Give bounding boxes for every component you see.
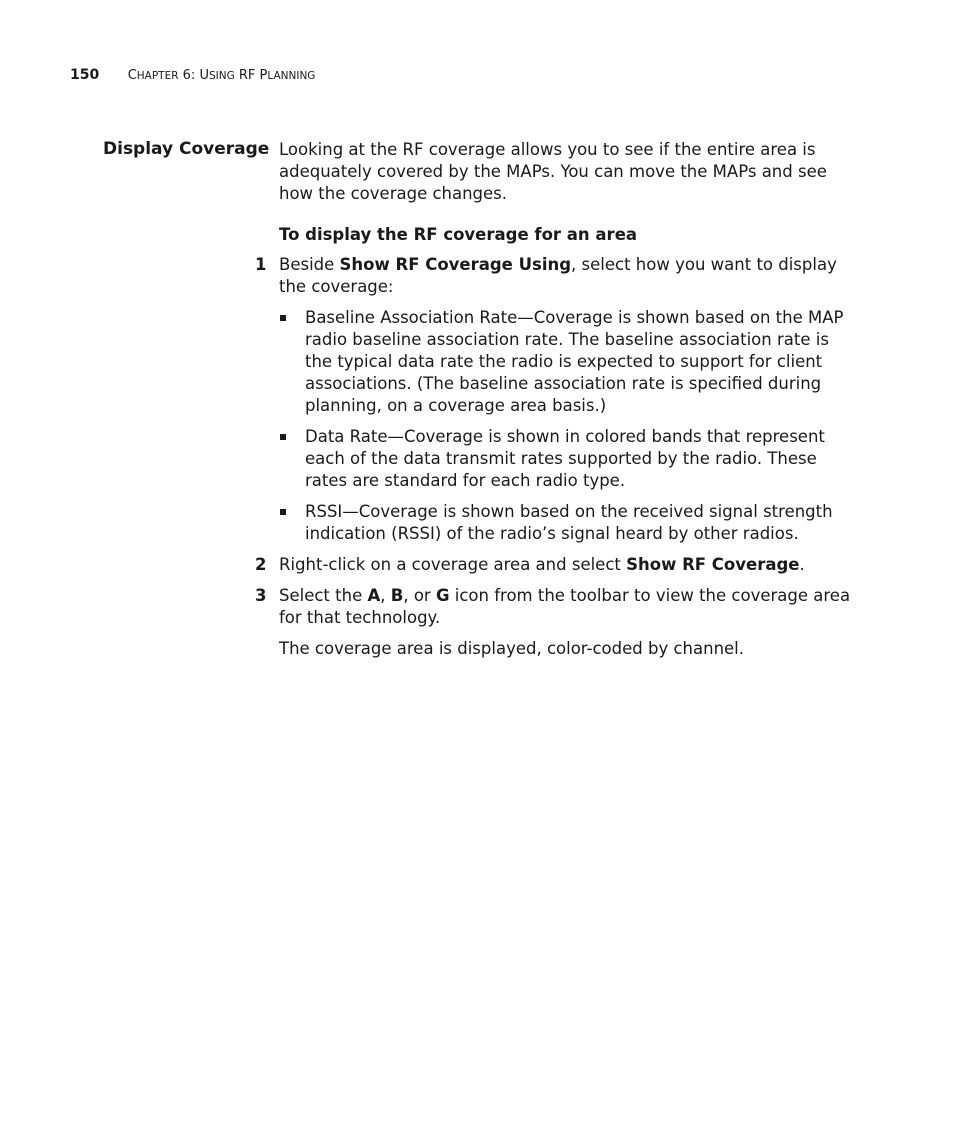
step-2: [255, 554, 861, 576]
step-number: 3: [255, 586, 267, 605]
section-heading: Display Coverage: [103, 139, 270, 159]
list-item: Data Rate—Coverage is shown in colored bands that represent each of the data transmit rates supported by the radio. These rates are standard for each radio type.: [279, 426, 861, 492]
running-header: [70, 67, 315, 83]
step-text: Beside Show RF Coverage Using, select how you want to display the coverage:: [279, 255, 837, 296]
list-item: Baseline Association Rate—Coverage is shown based on the MAP radio baseline association rate. The baseline association rate is the typical data rate the radio is expected to support for client associations. (The baseline association rate is specified during planning, on a coverage area basis.): [279, 307, 861, 417]
step-text: Right-click on a coverage area and select Show RF Coverage.: [279, 555, 805, 574]
page-number: 150: [70, 67, 100, 83]
result-note: The coverage area is displayed, color-coded by channel.: [279, 639, 745, 658]
list-item: RSSI—Coverage is shown based on the received signal strength indication (RSSI) of the radio’s signal heard by other radios.: [279, 501, 861, 545]
step-text: Select the A, B, or G icon from the toolbar to view the coverage area for that technology.: [279, 586, 851, 627]
step-1: [255, 254, 861, 298]
step-number: 1: [255, 255, 267, 274]
section-body: [255, 139, 861, 660]
step-3: [255, 585, 861, 629]
intro-paragraph: Looking at the RF coverage allows you to see if the entire area is adequately covered by the MAPs. You can move the MAPs and see how the coverage changes.: [279, 140, 827, 203]
step-number: 2: [255, 555, 267, 574]
square-bullet-icon: [280, 315, 286, 321]
square-bullet-icon: [280, 509, 286, 515]
procedure-title: To display the RF coverage for an area: [279, 225, 638, 244]
chapter-title: CHAPTER 6: USING RF PLANNING: [127, 68, 316, 83]
coverage-options-list: [279, 307, 861, 545]
square-bullet-icon: [280, 434, 286, 440]
